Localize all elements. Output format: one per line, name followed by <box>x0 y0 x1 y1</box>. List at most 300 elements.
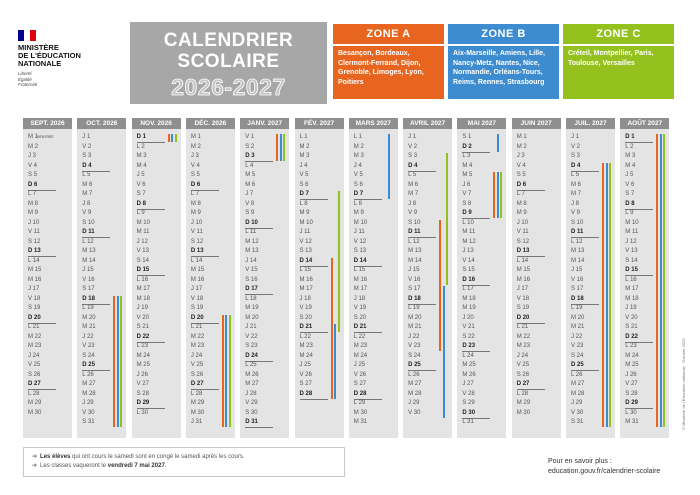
holiday-bar-zone-a <box>602 163 604 428</box>
day-cell: S 7 <box>136 191 146 197</box>
day-cell: D 14 <box>300 257 313 267</box>
day-cell: L 8 <box>299 200 308 207</box>
day-cell: V 18 <box>28 295 41 302</box>
day-cell: M 29 <box>516 400 531 406</box>
day-cell: M 11 <box>136 229 150 235</box>
day-cell: M 21 <box>571 324 585 330</box>
holiday-bar-zone-c <box>663 134 665 427</box>
day-cell: L 30 <box>136 409 149 416</box>
day-cell: S 26 <box>516 371 530 378</box>
day-cell: M 21 <box>82 324 96 330</box>
day-cell: M 16 <box>190 276 205 283</box>
day-cell: J 10 <box>190 219 203 226</box>
holiday-bar-zone-b <box>606 163 608 428</box>
day-cell: S 5 <box>516 172 526 178</box>
day-cell: M 6 <box>82 181 93 188</box>
day-cell: V 27 <box>136 381 149 387</box>
day-cell: J 26 <box>625 371 637 378</box>
day-cell: V 5 <box>299 172 309 178</box>
holiday-bar-zone-c <box>175 134 177 142</box>
day-cell: S 3 <box>571 153 581 159</box>
day-cell: M 23 <box>516 343 531 349</box>
day-cell: L 5 <box>408 172 417 178</box>
day-cell: S 12 <box>28 238 41 245</box>
holiday-bar-zone-b <box>660 134 662 427</box>
day-cell: M 21 <box>408 324 422 330</box>
day-cell: S 17 <box>82 286 95 292</box>
day-cell: S 22 <box>462 333 475 340</box>
day-cell: D 11 <box>571 228 583 238</box>
day-cell: J 14 <box>245 257 257 264</box>
day-cell: L 29 <box>353 400 366 406</box>
month-header: NOV. 2026 <box>132 118 181 129</box>
day-cell: J 3 <box>516 153 525 159</box>
day-cell: V 29 <box>245 400 258 406</box>
day-cell: J 22 <box>408 333 420 340</box>
day-cell: M 2 <box>299 143 310 150</box>
day-cell: J 10 <box>516 219 529 226</box>
day-cell: M 28 <box>408 390 422 397</box>
day-cell: M 4 <box>625 162 636 169</box>
day-cell: M 1 <box>190 134 201 140</box>
day-cell: V 13 <box>625 248 638 254</box>
arrow-icon: ➜ <box>32 454 38 460</box>
day-cell: M 17 <box>625 286 639 292</box>
day-cell: L 21 <box>516 324 529 330</box>
day-cell: D 1 <box>137 133 146 143</box>
day-cell: L 28 <box>190 390 203 397</box>
day-cell: J 8 <box>571 200 580 207</box>
day-cell: D 4 <box>571 162 580 172</box>
day-cell: M 9 <box>353 210 364 216</box>
day-cell: V 11 <box>190 229 203 235</box>
day-cell: S 3 <box>408 153 418 159</box>
month-header: AVRIL 2027 <box>403 118 452 129</box>
day-cell: V 25 <box>28 362 41 368</box>
day-cell: D 15 <box>625 266 638 276</box>
day-cell: M 25 <box>462 362 476 368</box>
day-cell: D 10 <box>245 219 258 229</box>
month-header: FÉV. 2027 <box>295 118 344 129</box>
day-cell: D 9 <box>462 209 471 219</box>
day-cell: V 8 <box>245 200 255 207</box>
holiday-bar-zone-a <box>493 172 495 218</box>
day-cell: M 30 <box>190 409 205 416</box>
day-cell: S 5 <box>28 172 38 178</box>
day-cell: D 21 <box>300 323 313 333</box>
day-cell: L 16 <box>625 276 637 283</box>
day-cell: L 10 <box>462 219 474 226</box>
day-cell: S 24 <box>571 352 584 359</box>
holiday-bar-zone-b <box>497 172 499 218</box>
holiday-bar-zone-c <box>120 296 122 428</box>
month-column <box>512 118 561 438</box>
day-cell: M 3 <box>136 153 147 159</box>
day-cell: D 20 <box>517 314 530 324</box>
day-cell: J 29 <box>571 400 583 406</box>
day-cell: V 25 <box>516 362 530 368</box>
day-cell: S 14 <box>625 257 638 264</box>
day-cell: J 13 <box>462 248 474 254</box>
day-cell: M 17 <box>136 286 150 292</box>
day-cell: M 31 <box>353 419 368 425</box>
day-cell: M 7 <box>82 191 93 197</box>
day-cell: V 9 <box>408 210 418 216</box>
holiday-bar-zone-c <box>446 153 448 285</box>
day-cell: D 4 <box>408 162 417 172</box>
day-cell: M 22 <box>190 333 205 340</box>
day-cell: L 4 <box>245 162 254 169</box>
day-cell: S 10 <box>571 219 584 226</box>
day-cell: M 14 <box>82 257 96 264</box>
month-header: AOÛT 2027 <box>620 118 669 129</box>
zone-c-label: ZONE C <box>563 24 674 44</box>
day-cell: D 18 <box>571 295 584 305</box>
day-cell: J 1 <box>571 134 580 140</box>
day-cell: M 14 <box>408 257 422 264</box>
day-cell: L 23 <box>136 343 149 349</box>
day-cell: J 24 <box>516 352 529 359</box>
day-cell: S 23 <box>245 343 258 349</box>
day-cell: D 13 <box>517 247 530 257</box>
day-cell: J 5 <box>625 172 634 178</box>
day-cell: M 7 <box>408 191 419 197</box>
month-column <box>349 118 398 438</box>
day-cell: J 24 <box>190 352 203 359</box>
day-cell: L 28 <box>28 390 40 397</box>
day-cell: V 4 <box>28 162 38 169</box>
holiday-bar-zone-b <box>334 324 336 399</box>
day-cell: V 23 <box>571 343 584 349</box>
day-cell: J 10 <box>28 219 40 226</box>
month-column <box>457 118 506 438</box>
day-cell: M 24 <box>136 352 150 359</box>
day-cell: V 23 <box>82 343 95 349</box>
day-cell: M 6 <box>408 181 419 188</box>
day-cell: M 13 <box>571 248 585 254</box>
day-cell: D 27 <box>191 380 204 390</box>
day-cell: V 27 <box>625 381 638 387</box>
flag-icon <box>18 30 36 41</box>
day-cell: J 3 <box>190 153 199 159</box>
day-cell: M 19 <box>245 305 259 311</box>
day-cell: V 19 <box>353 305 367 311</box>
day-cell: J 15 <box>82 267 94 273</box>
day-cell: V 2 <box>408 143 418 150</box>
day-cell: S 28 <box>136 390 149 397</box>
day-cell: M 25 <box>136 362 150 368</box>
holiday-bar-zone-a <box>222 315 224 428</box>
day-cell: M 20 <box>571 314 585 321</box>
day-cell: L 22 <box>299 333 311 340</box>
day-cell: L 21 <box>28 324 40 330</box>
day-cell: M 24 <box>299 352 313 359</box>
day-cell: M 23 <box>28 343 42 349</box>
day-cell: J 17 <box>190 286 203 292</box>
day-cell: J 15 <box>571 267 583 273</box>
holiday-bar-zone-b <box>117 296 119 428</box>
day-cell: D 14 <box>354 257 367 267</box>
more-info-label: Pour en savoir plus : <box>548 458 612 465</box>
zone-c-cities: Créteil, Montpellier, Paris, Toulouse, Versailles <box>563 46 674 99</box>
calendar-title <box>130 22 327 104</box>
day-cell: J 15 <box>408 267 420 273</box>
day-cell: M 31 <box>625 419 639 425</box>
day-cell: M 9 <box>190 210 201 216</box>
day-cell: M 3 <box>353 153 364 159</box>
month-header: OCT. 2026 <box>77 118 126 129</box>
day-cell: M 4 <box>136 162 147 169</box>
day-cell: L 8 <box>353 200 362 207</box>
day-cell: L 23 <box>625 343 637 349</box>
day-cell: M 3 <box>625 153 636 159</box>
ministry-logo <box>18 30 98 88</box>
day-cell: M 24 <box>625 352 639 359</box>
month-header: JANV. 2027 <box>240 118 289 129</box>
day-cell: M 15 <box>190 267 205 273</box>
day-cell: M 25 <box>625 362 639 368</box>
day-cell: S 24 <box>408 352 421 359</box>
day-cell: S 21 <box>136 324 149 330</box>
day-cell: S 3 <box>82 153 92 159</box>
day-cell: J 29 <box>82 400 94 406</box>
day-cell: M 9 <box>299 210 310 216</box>
day-cell: J 19 <box>625 305 637 311</box>
day-cell: M 23 <box>190 343 205 349</box>
day-cell: D 2 <box>462 143 471 153</box>
day-cell: J 22 <box>82 333 94 340</box>
day-cell: S 31 <box>82 419 95 425</box>
day-cell: M 26 <box>462 371 476 378</box>
day-cell: L 7 <box>516 191 525 197</box>
day-cell: S 21 <box>625 324 638 330</box>
day-cell: V 11 <box>28 229 40 235</box>
day-cell: M 9 <box>28 210 39 216</box>
day-cell: S 17 <box>408 286 421 292</box>
day-cell: D 6 <box>28 181 37 191</box>
day-cell: S 24 <box>82 352 95 359</box>
zone-a-panel <box>333 24 444 99</box>
title-year: 2026-2027 <box>171 74 286 100</box>
day-cell: D 28 <box>354 390 367 400</box>
day-cell: D 25 <box>571 361 584 371</box>
day-cell: J 8 <box>408 200 417 207</box>
day-cell: S 27 <box>353 381 367 387</box>
day-cell: L 9 <box>625 210 634 216</box>
day-cell: S 19 <box>28 305 41 311</box>
day-cell: M 2 <box>190 143 201 150</box>
day-cell: V 5 <box>353 172 363 178</box>
month-header: MARS 2027 <box>349 118 398 129</box>
holiday-bar-zone-b <box>280 134 282 161</box>
day-cell: M 10 <box>625 219 639 226</box>
zone-c-panel <box>563 24 674 99</box>
day-cell: L 17 <box>462 286 474 292</box>
zone-a-cities: Besançon, Bordeaux, Clermont-Ferrand, Dijon, Grenoble, Limoges, Lyon, Poitiers <box>333 46 444 99</box>
day-cell: M 9 <box>516 210 527 216</box>
title-line-2: SCOLAIRE <box>177 51 280 72</box>
day-cell: J 25 <box>299 362 311 368</box>
month-header: DÉC. 2026 <box>186 118 235 129</box>
day-cell: M 16 <box>299 276 313 283</box>
day-cell: V 28 <box>462 390 475 397</box>
day-cell: L 1 <box>353 134 362 140</box>
day-cell: V 18 <box>516 295 530 302</box>
month-header: MAI 2027 <box>457 118 506 129</box>
day-cell: V 12 <box>353 238 367 245</box>
day-cell: D 28 <box>300 390 313 400</box>
day-cell: J 12 <box>136 238 148 245</box>
day-cell: V 25 <box>190 362 204 368</box>
day-cell: M 18 <box>462 295 476 302</box>
day-cell: S 26 <box>190 371 204 378</box>
day-cell: M 8 <box>516 200 527 207</box>
zone-b-cities: Aix-Marseille, Amiens, Lille, Nancy-Metz, Nantes, Nice, Normandie, Orléans-Tours, Reims, Rennes, Strasbourg <box>448 46 559 99</box>
month-column <box>240 118 289 438</box>
day-cell: V 19 <box>299 305 312 311</box>
day-cell: J 22 <box>571 333 583 340</box>
day-cell: J 4 <box>353 162 362 169</box>
day-cell: M 19 <box>462 305 476 311</box>
day-cell: D 22 <box>137 333 150 343</box>
day-cell: M 28 <box>82 390 96 397</box>
day-cell: M 6 <box>571 181 582 188</box>
day-cell: V 7 <box>462 191 472 197</box>
day-cell: M 27 <box>245 381 259 387</box>
day-cell: L 26 <box>571 371 583 378</box>
day-cell: M 2 <box>516 143 527 150</box>
day-cell: J 27 <box>462 381 474 387</box>
holiday-bar-zone-b <box>388 134 390 199</box>
day-cell: V 21 <box>462 324 475 330</box>
day-cell: M 30 <box>516 409 531 416</box>
day-cell: V 18 <box>190 295 204 302</box>
day-cell: L 19 <box>408 305 420 311</box>
day-cell: J 6 <box>462 181 471 188</box>
day-cell: D 1 <box>625 133 634 143</box>
day-cell: L 24 <box>462 352 474 359</box>
day-cell: L 11 <box>245 229 257 235</box>
day-cell: M 16 <box>28 276 42 283</box>
day-cell: V 4 <box>516 162 526 169</box>
day-cell: S 28 <box>625 390 638 397</box>
day-cell: J 18 <box>299 295 311 302</box>
day-cell: M 27 <box>571 381 585 387</box>
day-cell: S 9 <box>245 210 255 216</box>
day-cell: J 19 <box>136 305 148 311</box>
day-cell: D 27 <box>517 380 530 390</box>
month-column <box>186 118 235 438</box>
day-cell: M 11 <box>462 229 476 235</box>
day-cell: M 14 <box>571 257 585 264</box>
holiday-bar-zone-a <box>276 134 278 161</box>
day-cell: M 10 <box>353 219 368 226</box>
day-cell: V 12 <box>299 238 312 245</box>
day-cell: S 6 <box>353 181 363 188</box>
day-cell: S 1 <box>462 134 472 140</box>
day-cell: M 27 <box>408 381 422 387</box>
day-cell: L 14 <box>28 257 40 264</box>
day-cell: J 1 <box>408 134 417 140</box>
title-line-1: CALENDRIER <box>163 30 294 51</box>
day-cell: V 9 <box>571 210 581 216</box>
day-cell: M 3 <box>299 153 310 159</box>
day-cell: M 11 <box>625 229 639 235</box>
day-cell: V 16 <box>82 276 95 283</box>
zone-a-label: ZONE A <box>333 24 444 44</box>
day-cell: S 12 <box>516 238 530 245</box>
day-cell: V 6 <box>625 181 635 188</box>
day-cell: S 10 <box>82 219 95 226</box>
day-cell: D 11 <box>408 228 420 238</box>
day-cell: S 7 <box>625 191 635 197</box>
more-info-link[interactable]: education.gouv.fr/calendrier-scolaire <box>548 468 661 475</box>
holiday-bar-zone-a <box>168 134 170 142</box>
arrow-icon: ➜ <box>32 463 38 469</box>
day-cell: L 12 <box>82 238 94 245</box>
day-cell: L 25 <box>245 362 257 368</box>
day-cell: M 6 <box>245 181 256 188</box>
zone-b-label: ZONE B <box>448 24 559 44</box>
day-cell: M 13 <box>245 248 259 254</box>
day-cell: V 2 <box>571 143 581 150</box>
day-cell: M 18 <box>625 295 639 302</box>
holiday-bar-zone-b <box>171 134 173 142</box>
holiday-bar-zone-c <box>283 134 285 161</box>
day-cell: D 8 <box>625 200 634 210</box>
more-info <box>548 457 678 477</box>
month-header: JUIN 2027 <box>512 118 561 129</box>
day-cell: M 8 <box>28 200 39 207</box>
holiday-bar-zone-b <box>225 315 227 428</box>
month-column <box>23 118 72 438</box>
footer-note-2: ➜ Les classes vaqueront le vendredi 7 mai 2027. <box>32 463 167 469</box>
day-cell: D 6 <box>517 181 526 191</box>
holiday-bar-zone-b <box>497 134 499 152</box>
day-cell: J 25 <box>353 362 366 368</box>
day-cell: S 2 <box>245 143 255 150</box>
day-cell: M 1 <box>28 134 39 140</box>
footer-notes <box>23 447 345 477</box>
footer-note-1: ➜ Les élèves qui ont cours le samedi sont en congé le samedi après les cours. <box>32 454 245 460</box>
day-cell: S 20 <box>299 314 312 321</box>
month-column <box>77 118 126 438</box>
day-cell: M 4 <box>462 162 473 169</box>
day-cell: J 5 <box>136 172 145 178</box>
day-cell: V 23 <box>408 343 421 349</box>
day-cell: V 20 <box>625 314 638 321</box>
day-cell: L 26 <box>82 371 94 378</box>
day-cell: L 15 <box>299 267 311 273</box>
day-cell: L 26 <box>408 371 420 378</box>
holiday-bar-zone-c <box>338 191 340 332</box>
day-cell: L 28 <box>516 390 529 397</box>
month-column <box>295 118 344 438</box>
day-cell: V 9 <box>82 210 92 216</box>
day-cell: M 5 <box>462 172 473 178</box>
day-cell: V 26 <box>299 371 312 378</box>
copyright-credit: © Ministère de l'Éducation nationale · Octobre 2025 <box>681 338 686 430</box>
day-cell: M 26 <box>245 371 259 378</box>
month-column <box>566 118 615 438</box>
day-cell: D 20 <box>191 314 204 324</box>
day-cell: L 3 <box>462 153 471 159</box>
month-column <box>620 118 669 438</box>
day-cell: D 3 <box>245 152 254 162</box>
day-cell: J 20 <box>462 314 474 321</box>
holiday-bar-zone-a <box>331 258 333 399</box>
ministry-name: MINISTÈRE DE L'ÉDUCATION NATIONALE <box>18 43 81 68</box>
